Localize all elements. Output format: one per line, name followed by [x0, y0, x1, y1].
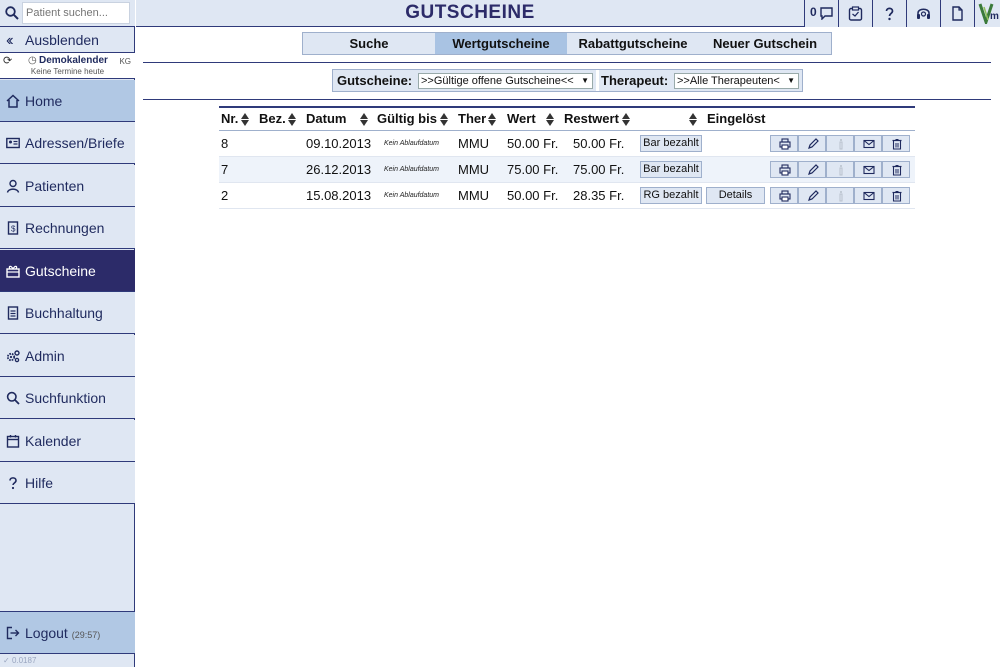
sort-icon[interactable]	[440, 113, 447, 126]
printer-icon	[779, 164, 791, 176]
tab-wertgutscheine[interactable]: Wertgutscheine	[435, 33, 567, 54]
pencil-icon	[807, 164, 819, 176]
clipboard-button[interactable]	[838, 0, 872, 27]
cell-wert: 75.00 Fr.	[507, 162, 559, 177]
sort-icon[interactable]	[488, 113, 495, 126]
divider	[143, 62, 991, 63]
calendar-status: Keine Termine heute	[30, 67, 105, 76]
calendar-icon	[6, 434, 20, 448]
table-header	[219, 106, 915, 131]
svg-text:$: $	[11, 224, 16, 234]
sort-icon[interactable]	[360, 113, 367, 126]
status-button[interactable]: Bar bezahlt	[640, 161, 702, 178]
document-button[interactable]	[940, 0, 974, 27]
cell-nr: 7	[221, 162, 229, 177]
print-button[interactable]	[770, 187, 798, 204]
gears-icon	[6, 349, 20, 363]
cell-datum: 26.12.2013	[306, 162, 372, 177]
app-logo	[974, 0, 1000, 27]
col-wert[interactable]: Wert	[507, 111, 536, 126]
calendar-name: Demokalender	[39, 55, 108, 66]
logout-label: Logout	[25, 625, 68, 641]
chevron-down-icon: ▼	[787, 76, 795, 85]
cell-wert: 50.00 Fr.	[507, 136, 559, 151]
sidebar-item-buchhaltung[interactable]	[0, 292, 135, 334]
therapeut-filter-select[interactable]	[674, 73, 799, 89]
print-button[interactable]	[770, 161, 798, 178]
edit-button[interactable]	[798, 135, 826, 152]
cell-restwert: 28.35 Fr.	[573, 188, 625, 203]
info-button[interactable]	[826, 187, 854, 204]
sidebar-item-rechnungen[interactable]	[0, 207, 135, 249]
info-icon	[835, 164, 847, 176]
cell-nr: 8	[221, 136, 229, 151]
search-icon[interactable]	[5, 6, 19, 20]
sidebar-item-label: Adressen/Briefe	[25, 135, 125, 151]
printer-icon	[779, 190, 791, 202]
trash-icon	[891, 138, 903, 150]
messages-button[interactable]	[804, 0, 838, 27]
status-button[interactable]: RG bezahlt	[640, 187, 702, 204]
page-title: GUTSCHEINE	[405, 2, 535, 23]
address-card-icon	[6, 136, 20, 150]
divider	[143, 99, 991, 100]
filter-separator	[596, 70, 599, 91]
delete-button[interactable]	[882, 135, 910, 152]
chevron-down-icon: ▼	[581, 76, 589, 85]
sidebar-item-label: Home	[25, 93, 63, 109]
tab-rabattgutscheine[interactable]: Rabattgutscheine	[578, 36, 688, 51]
envelope-icon	[863, 164, 875, 176]
gutscheine-filter-select[interactable]	[418, 73, 593, 89]
top-header	[136, 0, 1000, 27]
sidebar-item-label: Hilfe	[25, 475, 54, 491]
email-button[interactable]	[854, 135, 882, 152]
invoice-icon	[6, 221, 20, 235]
home-icon	[6, 94, 20, 108]
cell-ther: MMU	[458, 162, 490, 177]
sidebar-item-label: Kalender	[25, 433, 82, 449]
sidebar-item-label: Patienten	[25, 178, 85, 194]
print-button[interactable]	[770, 135, 798, 152]
cell-nr: 2	[221, 188, 229, 203]
help-button[interactable]	[872, 0, 906, 27]
patient-search	[0, 0, 135, 27]
logout-icon	[6, 626, 20, 640]
therapeut-filter-value: >>Alle Therapeuten<	[677, 75, 780, 87]
sidebar-item-label: Rechnungen	[25, 220, 105, 236]
sidebar-item-patienten[interactable]	[0, 165, 135, 207]
cell-datum: 15.08.2013	[306, 188, 372, 203]
sidebar-item-hilfe[interactable]	[0, 462, 135, 504]
trash-icon	[891, 190, 903, 202]
pencil-icon	[807, 138, 819, 150]
col-nr[interactable]: Nr.	[221, 111, 239, 126]
refresh-icon[interactable]: ⟳	[3, 55, 13, 67]
cell-gueltig: Kein Ablaufdatum	[384, 166, 439, 173]
calendar-widget[interactable]	[0, 53, 135, 79]
document-icon	[950, 6, 965, 21]
sort-icon[interactable]	[241, 113, 248, 126]
app-logo-icon	[978, 2, 1000, 24]
printer-icon	[779, 138, 791, 150]
hide-sidebar-button[interactable]	[0, 28, 135, 53]
sidebar-item-home[interactable]	[0, 80, 135, 122]
logout-timer: (29:57)	[71, 630, 101, 640]
email-button[interactable]	[854, 161, 882, 178]
col-bez[interactable]: Bez.	[259, 111, 286, 126]
gift-icon	[6, 264, 20, 278]
clipboard-icon	[848, 6, 863, 21]
col-gueltig[interactable]: Gültig bis	[377, 111, 437, 126]
sidebar-item-adressen[interactable]	[0, 122, 135, 164]
sort-icon[interactable]	[546, 113, 553, 126]
details-button[interactable]: Details	[706, 187, 765, 204]
double-chevron-left-icon: ‹‹	[6, 32, 11, 49]
calendar-tag: KG	[119, 57, 131, 66]
cell-wert: 50.00 Fr.	[507, 188, 559, 203]
trash-icon	[891, 164, 903, 176]
cell-datum: 09.10.2013	[306, 136, 372, 151]
patient-search-input[interactable]	[22, 2, 130, 24]
sort-icon[interactable]	[689, 113, 696, 126]
sort-icon[interactable]	[288, 113, 295, 126]
sidebar-item-admin[interactable]	[0, 335, 135, 377]
svg-text:m: m	[990, 11, 999, 22]
sidebar-item-label: Admin	[25, 348, 65, 364]
message-icon	[820, 7, 833, 20]
sidebar-item-label: Gutscheine	[25, 263, 96, 279]
version-number: 0.0187	[11, 656, 37, 665]
info-icon	[835, 190, 847, 202]
table-row	[219, 157, 915, 183]
sidebar-item-label: Suchfunktion	[25, 390, 106, 406]
cell-restwert: 50.00 Fr.	[573, 136, 625, 151]
table-row	[219, 131, 915, 157]
sidebar-item-suchfunktion[interactable]	[0, 377, 135, 419]
sort-icon[interactable]	[622, 113, 629, 126]
col-eingeloest[interactable]: Eingelöst	[707, 111, 766, 126]
col-restwert[interactable]: Restwert	[564, 111, 619, 126]
tab-suche[interactable]: Suche	[349, 36, 389, 51]
info-icon	[835, 138, 847, 150]
logout-label-wrap	[25, 625, 100, 641]
message-count: 0	[810, 5, 817, 19]
info-button[interactable]	[826, 161, 854, 178]
logout-button[interactable]	[0, 611, 135, 654]
voucher-tabs	[302, 32, 832, 55]
gutscheine-filter-value: >>Gültige offene Gutscheine<<	[421, 75, 574, 87]
pencil-icon	[807, 190, 819, 202]
cell-gueltig: Kein Ablaufdatum	[384, 192, 439, 199]
delete-button[interactable]	[882, 187, 910, 204]
cell-ther: MMU	[458, 136, 490, 151]
filter-bar	[332, 69, 803, 92]
user-icon	[6, 179, 20, 193]
clock-icon: ◷	[28, 55, 37, 66]
support-button[interactable]	[906, 0, 940, 27]
table-row	[219, 183, 915, 209]
ledger-icon	[6, 306, 20, 320]
col-datum[interactable]: Datum	[306, 111, 347, 126]
delete-button[interactable]	[882, 161, 910, 178]
sidebar-item-kalender[interactable]	[0, 420, 135, 462]
sidebar-item-gutscheine[interactable]	[0, 250, 135, 292]
sidebar	[0, 0, 135, 667]
info-button[interactable]	[826, 135, 854, 152]
envelope-icon	[863, 138, 875, 150]
cell-gueltig: Kein Ablaufdatum	[384, 140, 439, 147]
envelope-icon	[863, 190, 875, 202]
edit-button[interactable]	[798, 161, 826, 178]
gutscheine-filter-label: Gutscheine:	[337, 73, 413, 88]
edit-button[interactable]	[798, 187, 826, 204]
status-button[interactable]: Bar bezahlt	[640, 135, 702, 152]
cell-ther: MMU	[458, 188, 490, 203]
email-button[interactable]	[854, 187, 882, 204]
search-icon	[6, 391, 20, 405]
version-label: ✓ 0.0187	[3, 656, 37, 665]
tab-neuer-gutschein[interactable]: Neuer Gutschein	[712, 36, 818, 51]
headset-icon	[916, 6, 931, 21]
help-icon	[882, 6, 897, 21]
sidebar-item-label: Buchhaltung	[25, 305, 103, 321]
col-ther[interactable]: Ther	[458, 111, 487, 126]
therapeut-filter-label: Therapeut:	[601, 73, 669, 88]
hide-sidebar-label: Ausblenden	[25, 32, 99, 48]
cell-restwert: 75.00 Fr.	[573, 162, 625, 177]
help-icon	[6, 476, 20, 490]
